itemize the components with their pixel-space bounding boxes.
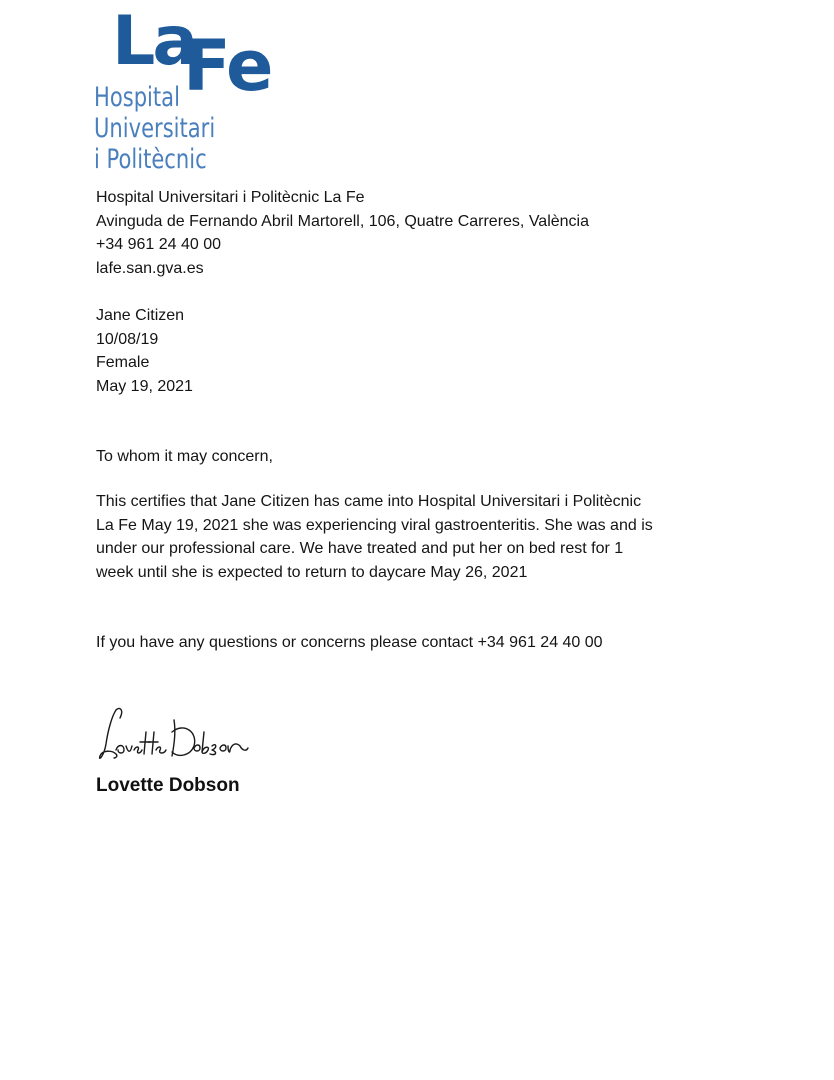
sender-street-address: Avinguda de Fernando Abril Martorell, 106, Quatre Carreres, València [96, 212, 590, 230]
patient-dob: 10/08/19 [96, 330, 159, 348]
letter-body-line: under our professional care. We have treated and put her on bed rest for 1 [96, 540, 624, 557]
logo-la-text: La [112, 2, 196, 81]
letter-body-line: This certifies that Jane Citizen has came into Hospital Universitari i Politècnic [96, 493, 642, 510]
handwritten-signature [94, 702, 264, 768]
contact-line: If you have any questions or concerns please contact +34 961 24 40 00 [96, 634, 603, 651]
logo-subtitle [94, 82, 215, 175]
letter-date: May 19, 2021 [96, 377, 193, 395]
signer-printed-name: Lovette Dobson [96, 775, 240, 796]
sender-address-block [96, 186, 589, 280]
patient-info-block [96, 304, 193, 398]
hospital-logo [94, 2, 284, 182]
patient-name: Jane Citizen [96, 307, 185, 324]
sender-website: lafe.san.gva.es [96, 259, 204, 277]
letter-body-line: La Fe May 19, 2021 she was experiencing viral gastroenteritis. She was and is [96, 516, 653, 534]
letter-body [96, 490, 696, 584]
sender-phone: +34 961 24 40 00 [96, 236, 222, 253]
patient-sex: Female [96, 354, 150, 371]
salutation: To whom it may concern, [96, 448, 273, 465]
logo-fe-text: Fe [183, 25, 272, 107]
letter-body-line: week until she is expected to return to daycare May 26, 2021 [96, 563, 528, 581]
logo-subtitle-line: Hospital [94, 82, 180, 113]
logo-subtitle-line: Universitari [94, 113, 216, 144]
sender-name: Hospital Universitari i Politècnic La Fe [96, 189, 365, 206]
logo-subtitle-line: i Politècnic [94, 144, 207, 175]
signature-icon [94, 702, 264, 768]
